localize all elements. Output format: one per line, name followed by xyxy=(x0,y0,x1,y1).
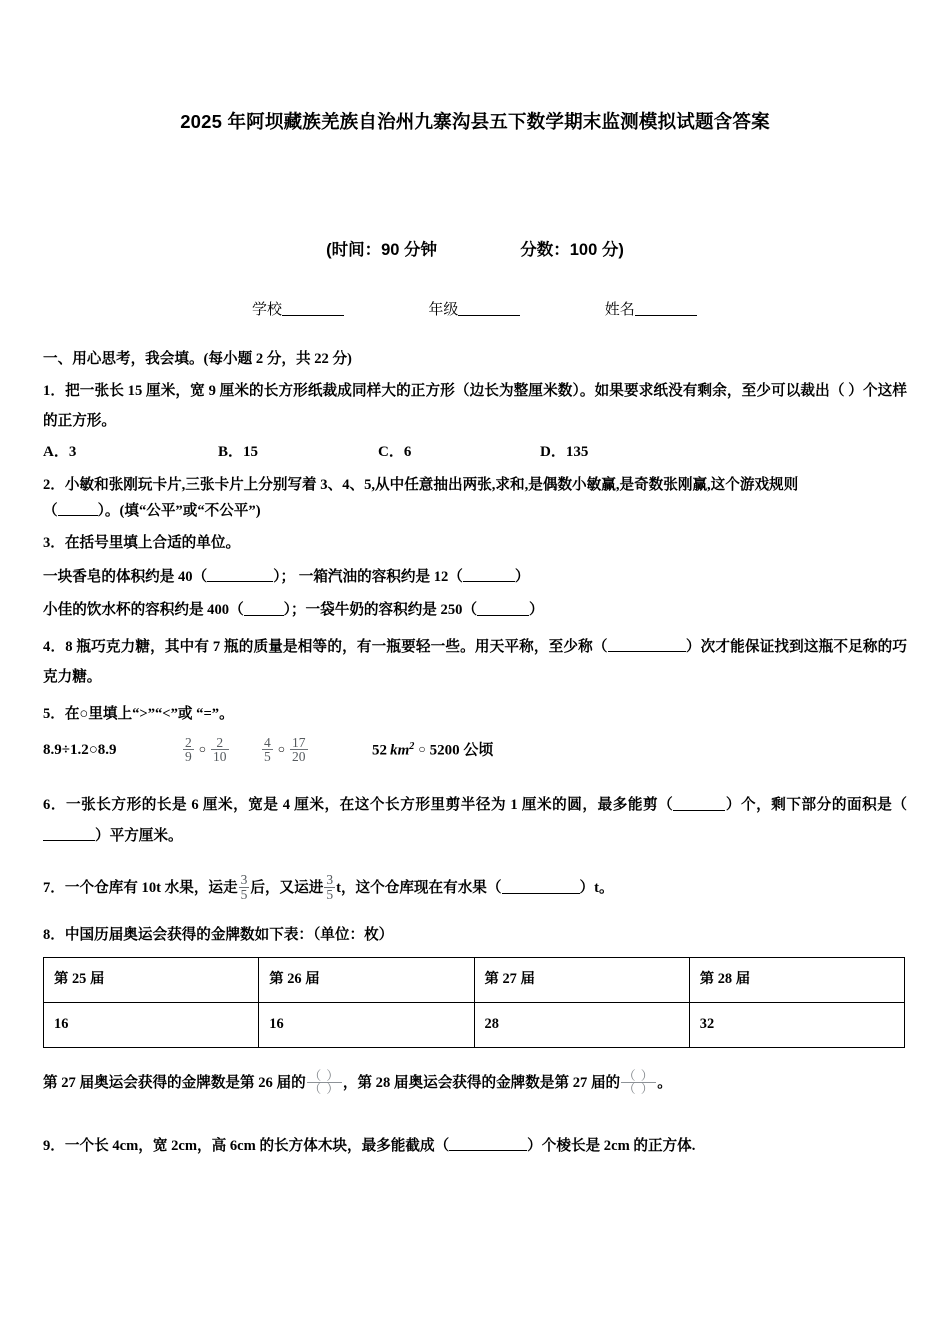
compare-item-2[interactable] xyxy=(182,736,230,765)
q2-paren-close: ）。(填“公平”或“不公平”) xyxy=(97,502,261,519)
compare-item-3[interactable] xyxy=(261,736,309,765)
compare-4-left: 52 xyxy=(372,742,388,759)
question-2 xyxy=(43,470,907,501)
q6-text-a: 一张长方形的长是 6 厘米，宽是 4 厘米，在这个长方形里剪半径为 1 厘米的圆，最多能剪（ xyxy=(66,797,674,814)
q9-blank[interactable] xyxy=(449,1138,527,1151)
option-a[interactable]: A．3 xyxy=(43,443,77,460)
question-7 xyxy=(43,873,907,902)
fraction-numerator: （ ） xyxy=(308,1068,340,1083)
question-8-after-table xyxy=(43,1070,907,1097)
fraction-2-10 xyxy=(211,736,229,765)
question-3-line-2 xyxy=(43,602,907,618)
fraction-denominator: 9 xyxy=(185,749,192,765)
school-label: 学校 xyxy=(252,301,283,318)
question-3-line-1 xyxy=(43,569,907,585)
compare-item-1[interactable]: 8.9÷1.2○8.9 xyxy=(43,742,117,759)
q7-number: 7． xyxy=(43,880,65,897)
q3-text: 在括号里填上合适的单位。 xyxy=(64,535,241,552)
fraction-numerator: 3 xyxy=(240,872,248,888)
q8-text: 中国历届奥运会获得的金牌数如下表：（单位：枚） xyxy=(64,926,394,943)
q3-l2-a: 小佳的饮水杯的容积约是 400（ xyxy=(43,602,244,619)
blank-fraction-1[interactable] xyxy=(307,1070,342,1097)
q5-text: 在○里填上“>”“<”或 “=”。 xyxy=(64,706,234,723)
fraction-numerator: 3 xyxy=(326,872,334,888)
q7-blank[interactable] xyxy=(502,880,580,893)
q9-text-a: 一个长 4cm，宽 2cm，高 6cm 的长方体木块，最多能截成（ xyxy=(64,1138,450,1155)
fraction-4-5 xyxy=(262,736,273,765)
q7-text-d: ）t。 xyxy=(579,880,614,897)
school-field xyxy=(252,298,344,319)
q4-text-b: ）次才能保证找到这瓶不足称的巧克力糖。 xyxy=(43,638,907,686)
q3-l2-c: ） xyxy=(529,602,544,619)
q4-blank[interactable] xyxy=(608,639,686,652)
q6-text-b: ）个，剩下部分的面积是（ xyxy=(725,797,907,814)
grade-blank[interactable] xyxy=(458,301,520,316)
question-8 xyxy=(43,928,907,943)
exam-content xyxy=(43,352,907,1154)
compare-item-4[interactable] xyxy=(372,742,493,758)
question-5-comparisons xyxy=(43,736,907,765)
q3-l1-b: ）； 一箱汽油的容积约是 12（ xyxy=(273,568,463,585)
q1-number: 1． xyxy=(43,382,66,399)
table-header-cell: 第 27 届 xyxy=(474,957,689,1002)
fraction-denominator: 20 xyxy=(292,749,306,765)
fraction-numerator: 2 xyxy=(216,734,224,750)
q2-number: 2． xyxy=(43,476,65,493)
unit-km: km xyxy=(390,742,410,759)
q8-after-c: 。 xyxy=(657,1074,672,1091)
q3-l2-b: ）；一袋牛奶的容积约是 250（ xyxy=(283,602,478,619)
q3-blank-3[interactable] xyxy=(244,602,284,615)
blank-fraction-2[interactable] xyxy=(621,1070,656,1097)
q3-number: 3． xyxy=(43,535,65,552)
q7-text-b: 后，又运进 xyxy=(250,880,324,897)
question-2-line2 xyxy=(43,503,907,519)
fraction-3-5-first xyxy=(239,873,250,902)
fraction-denominator: 5 xyxy=(264,749,271,765)
grade-field xyxy=(428,298,520,319)
table-cell: 16 xyxy=(44,1002,259,1047)
q7-text-c: t，这个仓库现在有水果（ xyxy=(336,880,502,897)
unit-exponent: 2 xyxy=(409,740,415,752)
fraction-2-9 xyxy=(183,736,194,765)
fraction-17-20 xyxy=(290,736,308,765)
table-row xyxy=(44,1002,905,1047)
exam-score-label: 分数：100 分) xyxy=(520,241,624,259)
fraction-numerator: 2 xyxy=(185,734,192,750)
q6-blank-1[interactable] xyxy=(673,797,725,810)
q6-blank-2[interactable] xyxy=(43,828,95,841)
name-blank[interactable] xyxy=(635,301,697,316)
medal-table xyxy=(43,957,905,1048)
q9-text-b: ）个棱长是 2cm 的正方体. xyxy=(527,1138,696,1155)
q3-l1-a: 一块香皂的体积约是 40（ xyxy=(43,568,208,585)
option-b[interactable]: B．15 xyxy=(218,443,259,460)
question-3 xyxy=(43,536,907,551)
fraction-denominator: 10 xyxy=(213,749,227,765)
name-field xyxy=(605,298,697,319)
question-6 xyxy=(43,790,907,851)
question-1 xyxy=(43,376,907,437)
fraction-denominator: （ ） xyxy=(308,1082,340,1097)
compare-circle-1[interactable]: ○ xyxy=(198,742,207,757)
q2-paren-open: （ xyxy=(43,502,58,519)
fraction-3-5-second xyxy=(324,873,335,902)
q4-text-a: 8 瓶巧克力糖，其中有 7 瓶的质量是相等的，有一瓶要轻一些。用天平称，至少称（ xyxy=(65,638,608,655)
q3-l1-c: ） xyxy=(514,568,530,585)
page-title: 2025 年阿坝藏族羌族自治州九寨沟县五下数学期末监测模拟试题含答案 xyxy=(180,111,770,132)
question-9 xyxy=(43,1138,907,1154)
q2-text: 小敏和张刚玩卡片,三张卡片上分别写着 3、4、5,从中任意抽出两张,求和,是偶数小敏赢,是奇数张刚赢,这个游戏规则 xyxy=(64,476,799,493)
question-4 xyxy=(43,632,907,693)
q8-after-b: ，第 28 届奥运会获得的金牌数是第 27 届的 xyxy=(342,1074,621,1091)
option-d[interactable]: D．135 xyxy=(540,443,589,460)
option-c[interactable]: C．6 xyxy=(378,443,412,460)
school-blank[interactable] xyxy=(282,301,344,316)
fraction-numerator: 17 xyxy=(292,734,306,750)
question-5 xyxy=(43,707,907,722)
q9-number: 9． xyxy=(43,1138,65,1155)
name-label: 姓名 xyxy=(604,301,635,318)
fraction-numerator: （ ） xyxy=(623,1068,655,1083)
q3-blank-4[interactable] xyxy=(477,602,529,615)
table-header-cell: 第 28 届 xyxy=(689,957,904,1002)
compare-4-right: 5200 公顷 xyxy=(429,742,494,759)
q1-text: 把一张长 15 厘米，宽 9 厘米的长方形纸裁成同样大的正方形（边长为整厘米数）。如果要求纸没有剩余，至少可以裁出（ ）个这样的正方形。 xyxy=(43,382,907,430)
q2-blank[interactable] xyxy=(58,503,98,516)
q3-blank-2[interactable] xyxy=(463,569,515,582)
student-fields xyxy=(252,298,722,319)
q8-after-a: 第 27 届奥运会获得的金牌数是第 26 届的 xyxy=(43,1074,306,1091)
compare-circle-3[interactable]: ○ xyxy=(418,742,426,757)
table-header-cell: 第 25 届 xyxy=(44,957,259,1002)
question-1-options xyxy=(43,445,907,460)
q6-text-c: ）平方厘米。 xyxy=(95,827,183,844)
q6-number: 6． xyxy=(43,797,66,814)
table-cell: 16 xyxy=(259,1002,474,1047)
exam-time-label: (时间：90 分钟 xyxy=(326,241,438,259)
q4-number: 4． xyxy=(43,638,66,655)
q7-text-a: 一个仓库有 10t 水果，运走 xyxy=(64,880,238,897)
table-cell: 28 xyxy=(474,1002,689,1047)
q8-number: 8． xyxy=(43,926,65,943)
table-row-header xyxy=(44,957,905,1002)
q3-blank-1[interactable] xyxy=(207,569,273,582)
table-header-cell: 第 26 届 xyxy=(259,957,474,1002)
grade-label: 年级 xyxy=(428,301,459,318)
fraction-denominator: 5 xyxy=(240,887,248,903)
fraction-numerator: 4 xyxy=(264,734,271,750)
q5-number: 5． xyxy=(43,706,65,723)
compare-circle-2[interactable]: ○ xyxy=(277,742,286,757)
fraction-denominator: （ ） xyxy=(623,1082,655,1097)
exam-meta xyxy=(0,236,950,260)
section-heading: 一、用心思考，我会填。(每小题 2 分，共 22 分) xyxy=(43,351,352,367)
fraction-denominator: 5 xyxy=(326,887,334,903)
table-cell: 32 xyxy=(689,1002,904,1047)
